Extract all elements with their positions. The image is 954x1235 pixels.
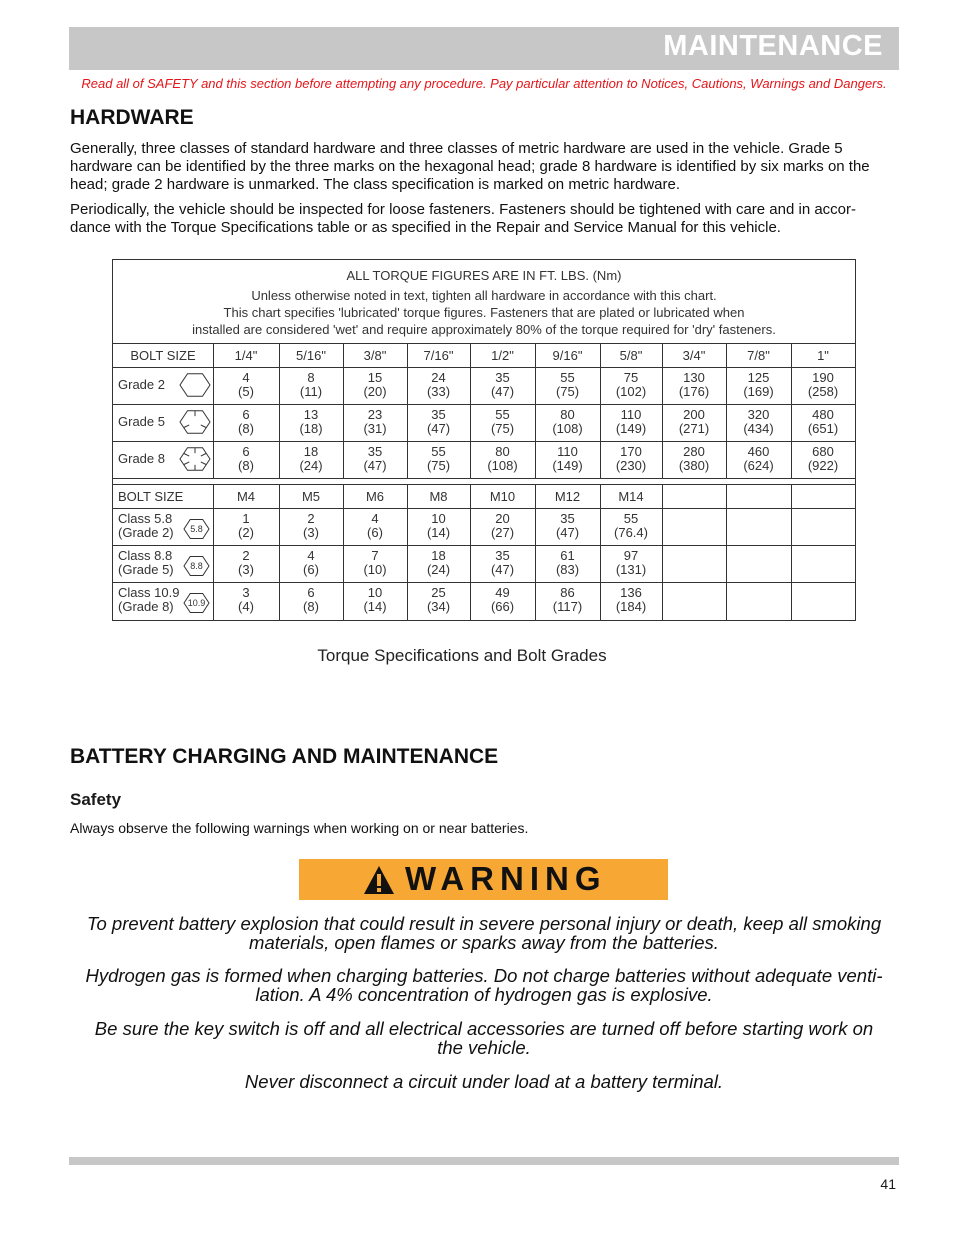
torque-nm: (184)	[615, 599, 647, 614]
warning-text-1	[70, 914, 898, 952]
table-rule	[662, 484, 663, 620]
table-rule	[113, 545, 855, 546]
torque-ftlbs: 55	[431, 444, 446, 459]
table-rule	[791, 343, 792, 478]
torque-ftlbs: 55	[495, 407, 510, 422]
torque-ftlbs: 25	[431, 585, 446, 600]
torque-ftlbs: 18	[431, 548, 446, 563]
torque-nm: (11)	[299, 384, 323, 399]
torque-nm: (47)	[426, 421, 451, 436]
torque-nm: (75)	[426, 458, 451, 473]
torque-nm: (434)	[743, 421, 774, 436]
bolt-size-label: M4	[236, 489, 256, 504]
torque-nm: (102)	[615, 384, 647, 399]
table-rule	[600, 343, 601, 478]
bolt-size-label: 1"	[817, 348, 829, 363]
table-rule	[113, 404, 855, 405]
grade-equivalent-label: (Grade 2)	[118, 525, 174, 540]
torque-nm: (380)	[678, 458, 710, 473]
torque-ftlbs: 125	[747, 370, 770, 385]
safety-intro: Always observe the following warnings when working on or near batteries.	[70, 820, 529, 836]
torque-nm: (3)	[303, 525, 319, 540]
footer-bar	[69, 1157, 899, 1165]
torque-nm: (108)	[552, 421, 583, 436]
text-line: lation. A 4% concentration of hydrogen gas is explosive.	[255, 984, 713, 1005]
torque-ftlbs: 170	[620, 444, 642, 459]
table-rule	[407, 484, 408, 620]
torque-ftlbs: 35	[495, 370, 510, 385]
torque-nm: (76.4)	[614, 525, 648, 540]
bolt-size-label: M14	[618, 489, 644, 504]
torque-ftlbs: 10	[367, 585, 383, 600]
torque-nm: (20)	[363, 384, 387, 399]
torque-ftlbs: 680	[812, 444, 834, 459]
torque-nm: (6)	[303, 562, 319, 577]
torque-ftlbs: 35	[431, 407, 446, 422]
torque-ftlbs: 200	[683, 407, 705, 422]
torque-ftlbs: 97	[623, 548, 639, 563]
torque-ftlbs: 86	[560, 585, 575, 600]
torque-nm: (922)	[807, 458, 839, 473]
torque-ftlbs: 2	[307, 511, 315, 526]
torque-ftlbs: 3	[242, 585, 250, 600]
bolt-size-label: 3/4"	[682, 348, 706, 363]
torque-ftlbs: 24	[431, 370, 446, 385]
bolt-size-label: 7/16"	[423, 348, 454, 363]
table-rule	[470, 484, 471, 620]
torque-nm: (47)	[490, 562, 515, 577]
text-line: Be sure the key switch is off and all electrical accessories are turned off before starting work on	[94, 1018, 874, 1039]
hardware-paragraph-2	[70, 201, 898, 237]
bolt-size-label: 9/16"	[552, 348, 583, 363]
torque-ftlbs: 6	[242, 444, 250, 459]
warning-text-3	[70, 1019, 898, 1057]
safety-notice: Read all of SAFETY and this section before attempting any procedure. Pay particular attention to Notices, Cautions, Warnings and Dangers.	[81, 76, 887, 91]
bolt-grade-mark: 8.8	[190, 561, 203, 571]
torque-ftlbs: 110	[557, 444, 578, 459]
hardware-paragraph-1	[70, 140, 898, 194]
bolt-size-label: M6	[365, 489, 385, 504]
table-rule	[213, 484, 214, 620]
torque-nm: (75)	[490, 421, 515, 436]
torque-ftlbs: 2	[242, 548, 250, 563]
bolt-size-label: 5/16"	[296, 348, 326, 363]
torque-nm: (83)	[555, 562, 580, 577]
bolt-grade-mark: 10.9	[187, 598, 206, 608]
torque-ftlbs: 320	[747, 407, 770, 422]
torque-nm: (33)	[426, 384, 451, 399]
bolt-grade-mark: 5.8	[190, 524, 203, 534]
bolt-head-icon	[179, 408, 211, 436]
torque-nm: (8)	[303, 599, 319, 614]
torque-nm: (18)	[299, 421, 323, 436]
torque-nm: (8)	[238, 421, 254, 436]
torque-nm: (624)	[743, 458, 774, 473]
bolt-size-label: 5/8"	[619, 348, 643, 363]
torque-nm: (651)	[807, 421, 839, 436]
class-label: Class 10.9	[118, 585, 180, 600]
warning-banner	[299, 859, 668, 900]
bolt-size-label: 7/8"	[747, 348, 770, 363]
torque-nm: (258)	[807, 384, 839, 399]
warning-text-4: Never disconnect a circuit under load at a battery terminal.	[244, 1071, 724, 1092]
text-line: hardware can be identified by the three marks on the hexagonal head; grade 8 hardware is identified by six marks on the	[70, 158, 870, 175]
torque-ftlbs: 35	[367, 444, 383, 459]
torque-ftlbs: 55	[560, 370, 575, 385]
table-rule	[470, 343, 471, 478]
class-label: Class 5.8	[118, 511, 173, 526]
grade-label: Grade 5	[118, 414, 165, 429]
table-rule	[600, 484, 601, 620]
torque-ftlbs: 110	[620, 407, 642, 422]
torque-ftlbs: 23	[367, 407, 383, 422]
torque-ftlbs: 49	[495, 585, 510, 600]
text-line: Hydrogen gas is formed when charging batteries. Do not charge batteries without adequate venti-	[85, 965, 883, 986]
table-rule	[113, 367, 855, 368]
torque-nm: (5)	[238, 384, 254, 399]
table-rule	[726, 343, 727, 478]
table-rule	[343, 484, 344, 620]
table-rule	[279, 343, 280, 478]
table-rule	[726, 484, 727, 620]
torque-nm: (10)	[363, 562, 387, 577]
grade-label: Grade 8	[118, 451, 165, 466]
warning-text-2	[70, 966, 898, 1004]
table-rule	[791, 484, 792, 620]
torque-table	[112, 259, 856, 621]
torque-ftlbs: 136	[620, 585, 642, 600]
torque-nm: (31)	[363, 421, 387, 436]
torque-nm: (14)	[426, 525, 451, 540]
battery-heading: BATTERY CHARGING AND MAINTENANCE	[70, 745, 499, 768]
bolt-size-label: 1/4"	[234, 348, 258, 363]
table-rule	[113, 441, 855, 442]
torque-ftlbs: 55	[623, 511, 639, 526]
torque-ftlbs: 480	[812, 407, 834, 422]
text-line: dance with the Torque Specifications table or as specified in the Repair and Service Manual for this vehicle.	[70, 219, 781, 236]
torque-nm: (3)	[238, 562, 254, 577]
torque-ftlbs: 6	[307, 585, 315, 600]
torque-ftlbs: 280	[683, 444, 705, 459]
torque-nm: (117)	[552, 599, 583, 614]
bolt-head-icon	[179, 445, 211, 473]
torque-ftlbs: 130	[683, 370, 705, 385]
torque-ftlbs: 13	[303, 407, 319, 422]
torque-nm: (47)	[363, 458, 387, 473]
table-rule	[535, 484, 536, 620]
page-header-bar	[69, 27, 899, 70]
warning-label: WARNING	[405, 860, 607, 897]
bolt-size-label: M12	[554, 489, 581, 504]
text-line: head; grade 2 hardware is unmarked. The class specification is marked on metric hardware.	[70, 176, 681, 193]
torque-ftlbs: 7	[371, 548, 379, 563]
text-line: Generally, three classes of standard hardware and three classes of metric hardware are used in the vehicle. Grade 5	[70, 140, 843, 157]
torque-ftlbs: 35	[495, 548, 510, 563]
torque-nm: (149)	[552, 458, 583, 473]
bolt-size-label: M8	[429, 489, 448, 504]
grade-label: Grade 2	[118, 377, 165, 392]
table-note: installed are considered 'wet' and require approximately 80% of the torque required for 'dry' fasteners.	[192, 322, 776, 337]
torque-nm: (14)	[363, 599, 387, 614]
table-note: Unless otherwise noted in text, tighten all hardware in accordance with this chart.	[251, 288, 717, 303]
table-note: This chart specifies 'lubricated' torque figures. Fasteners that are plated or lubricated when	[223, 305, 745, 320]
torque-nm: (4)	[238, 599, 254, 614]
bolt-size-header: BOLT SIZE	[118, 489, 184, 504]
torque-ftlbs: 1	[242, 511, 250, 526]
torque-ftlbs: 15	[367, 370, 383, 385]
class-label: Class 8.8	[118, 548, 173, 563]
table-rule	[343, 343, 344, 478]
page-title: MAINTENANCE	[663, 30, 883, 62]
table-rule	[213, 343, 214, 478]
torque-ftlbs: 4	[242, 370, 250, 385]
torque-nm: (149)	[615, 421, 647, 436]
warning-triangle-icon	[363, 865, 395, 895]
table-notes	[113, 260, 855, 344]
table-rule	[113, 508, 855, 509]
table-rule	[407, 343, 408, 478]
table-rule	[662, 343, 663, 478]
torque-nm: (24)	[299, 458, 323, 473]
bolt-size-header: BOLT SIZE	[130, 348, 196, 363]
text-line: Periodically, the vehicle should be inspected for loose fasteners. Fasteners should be tightened with care and in accor-	[70, 201, 857, 218]
table-caption: Torque Specifications and Bolt Grades	[317, 646, 607, 665]
torque-nm: (108)	[487, 458, 518, 473]
table-rule	[113, 582, 855, 583]
torque-nm: (230)	[615, 458, 647, 473]
torque-nm: (169)	[743, 384, 774, 399]
grade-equivalent-label: (Grade 5)	[118, 562, 174, 577]
page-number: 41	[880, 1176, 896, 1192]
table-rule	[113, 484, 855, 485]
torque-nm: (131)	[615, 562, 647, 577]
torque-ftlbs: 190	[812, 370, 834, 385]
table-rule	[113, 478, 855, 479]
torque-nm: (34)	[426, 599, 451, 614]
bolt-size-label: 3/8"	[363, 348, 387, 363]
torque-nm: (47)	[555, 525, 580, 540]
grade-equivalent-label: (Grade 8)	[118, 599, 174, 614]
torque-ftlbs: 8	[307, 370, 315, 385]
torque-nm: (176)	[678, 384, 710, 399]
torque-ftlbs: 80	[495, 444, 510, 459]
torque-ftlbs: 20	[495, 511, 510, 526]
torque-ftlbs: 6	[242, 407, 250, 422]
bolt-size-label: M5	[301, 489, 321, 504]
torque-nm: (24)	[426, 562, 451, 577]
torque-nm: (66)	[490, 599, 515, 614]
torque-ftlbs: 10	[431, 511, 446, 526]
torque-nm: (2)	[238, 525, 254, 540]
torque-nm: (75)	[555, 384, 580, 399]
torque-nm: (8)	[238, 458, 254, 473]
torque-nm: (271)	[678, 421, 710, 436]
torque-ftlbs: 4	[371, 511, 379, 526]
bolt-size-label: M10	[489, 489, 516, 504]
torque-nm: (6)	[367, 525, 383, 540]
bolt-size-label: 1/2"	[491, 348, 514, 363]
torque-ftlbs: 80	[560, 407, 575, 422]
torque-ftlbs: 18	[303, 444, 319, 459]
torque-ftlbs: 75	[623, 370, 639, 385]
safety-subheading: Safety	[70, 790, 122, 809]
bolt-head-icon	[179, 371, 211, 399]
torque-ftlbs: 460	[747, 444, 770, 459]
torque-nm: (47)	[490, 384, 515, 399]
text-line: materials, open flames or sparks away from the batteries.	[249, 932, 719, 953]
table-rule	[279, 484, 280, 620]
torque-ftlbs: 35	[560, 511, 575, 526]
hardware-heading: HARDWARE	[70, 106, 194, 129]
table-note-title: ALL TORQUE FIGURES ARE IN FT. LBS. (Nm)	[346, 268, 622, 283]
torque-nm: (27)	[490, 525, 515, 540]
table-rule	[535, 343, 536, 478]
text-line: the vehicle.	[437, 1037, 531, 1058]
torque-ftlbs: 61	[560, 548, 575, 563]
text-line: To prevent battery explosion that could result in severe personal injury or death, keep all smoking	[86, 913, 882, 934]
torque-ftlbs: 4	[307, 548, 315, 563]
